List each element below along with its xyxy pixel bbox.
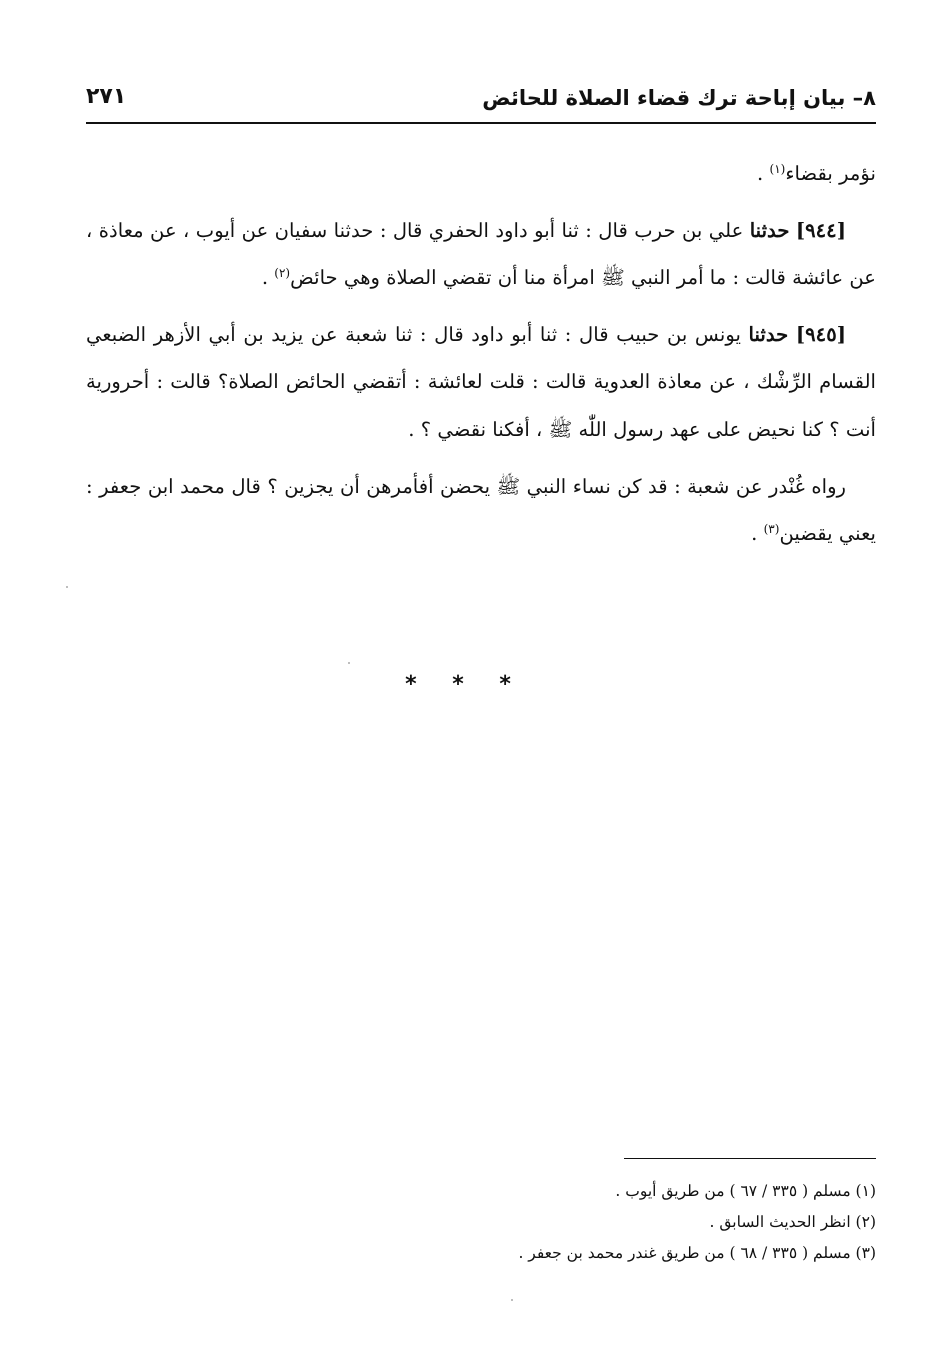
hadith-number: [٩٤٥] xyxy=(795,322,846,346)
hadith-lead-word: حدثنا xyxy=(749,218,790,242)
hadith-945 xyxy=(86,311,876,454)
main-text xyxy=(86,150,876,567)
footnotes xyxy=(96,1176,876,1269)
hadith-text: يونس بن حبيب قال : ثنا أبو داود قال : ثنا شعبة عن يزيد بن أبي الأزهر الضبعي القسام الرِّشْك ، عن معاذة العدوية قالت : قلت لعائشة : أتقضي الحائض الصلاة؟ قالت : أحرورية أنت ؟ كنا نحيض على عهد رسول اللّٰه ﷺ ، أفكنا نقضي ؟ . xyxy=(86,322,876,441)
hadith-944: [٩٤٤] حدثنا علي بن حرب قال : ثنا أبو داود الحفري قال : حدثنا سفيان عن أيوب ، عن معاذة ، عن عائشة قالت : ما أمر النبي ﷺ امرأة منا أن تقضي الصلاة وهي حائض$^{(٢)}$ . xyxy=(86,218,876,290)
footnote-divider xyxy=(624,1158,876,1159)
page-header xyxy=(86,82,876,118)
scan-speck xyxy=(511,1299,513,1301)
chapter-title: ٨– بيان إباحة ترك قضاء الصلاة للحائض xyxy=(482,86,876,110)
footnote-ref[interactable]: (٣) xyxy=(763,522,780,537)
hadith-lead-word: حدثنا xyxy=(748,322,789,346)
hadith-text: علي بن حرب قال : ثنا أبو داود الحفري قال : حدثنا سفيان عن أيوب ، عن معاذة ، عن عائشة قالت : ما أمر النبي ﷺ امرأة منا أن تقضي الصلاة وهي حائض xyxy=(86,218,876,290)
narration-text: رواه غُنْدر عن شعبة : قد كن نساء النبي ﷺ يحضن أفأمرهن أن يجزين ؟ قال محمد ابن جعفر : يعني يقضين xyxy=(86,474,876,546)
narration-note: رواه غُنْدر عن شعبة : قد كن نساء النبي ﷺ يحضن أفأمرهن أن يجزين ؟ قال محمد ابن جعفر : يعني يقضين$^{(٣)}$ . xyxy=(86,474,876,546)
footnote-ref[interactable]: (١) xyxy=(769,162,786,176)
section-separator: * * * xyxy=(405,672,525,697)
footnote-ref[interactable]: (٢) xyxy=(274,266,291,281)
page-number: ٢٧١ xyxy=(86,84,127,109)
scan-speck xyxy=(348,662,350,664)
footnote-2: (٢) انظر الحديث السابق . xyxy=(709,1213,876,1231)
footnote-1: (١) مسلم ( ٣٣٥ / ٦٧ ) من طريق أيوب . xyxy=(615,1182,876,1200)
paragraph-continuation: نؤمر بقضاء$^{(١)}$ . xyxy=(757,162,876,185)
footnote-3: (٣) مسلم ( ٣٣٥ / ٦٨ ) من طريق غندر محمد بن جعفر . xyxy=(518,1244,876,1262)
hadith-number: [٩٤٤] xyxy=(795,218,846,242)
header-divider xyxy=(86,122,876,124)
scan-speck xyxy=(66,586,68,588)
